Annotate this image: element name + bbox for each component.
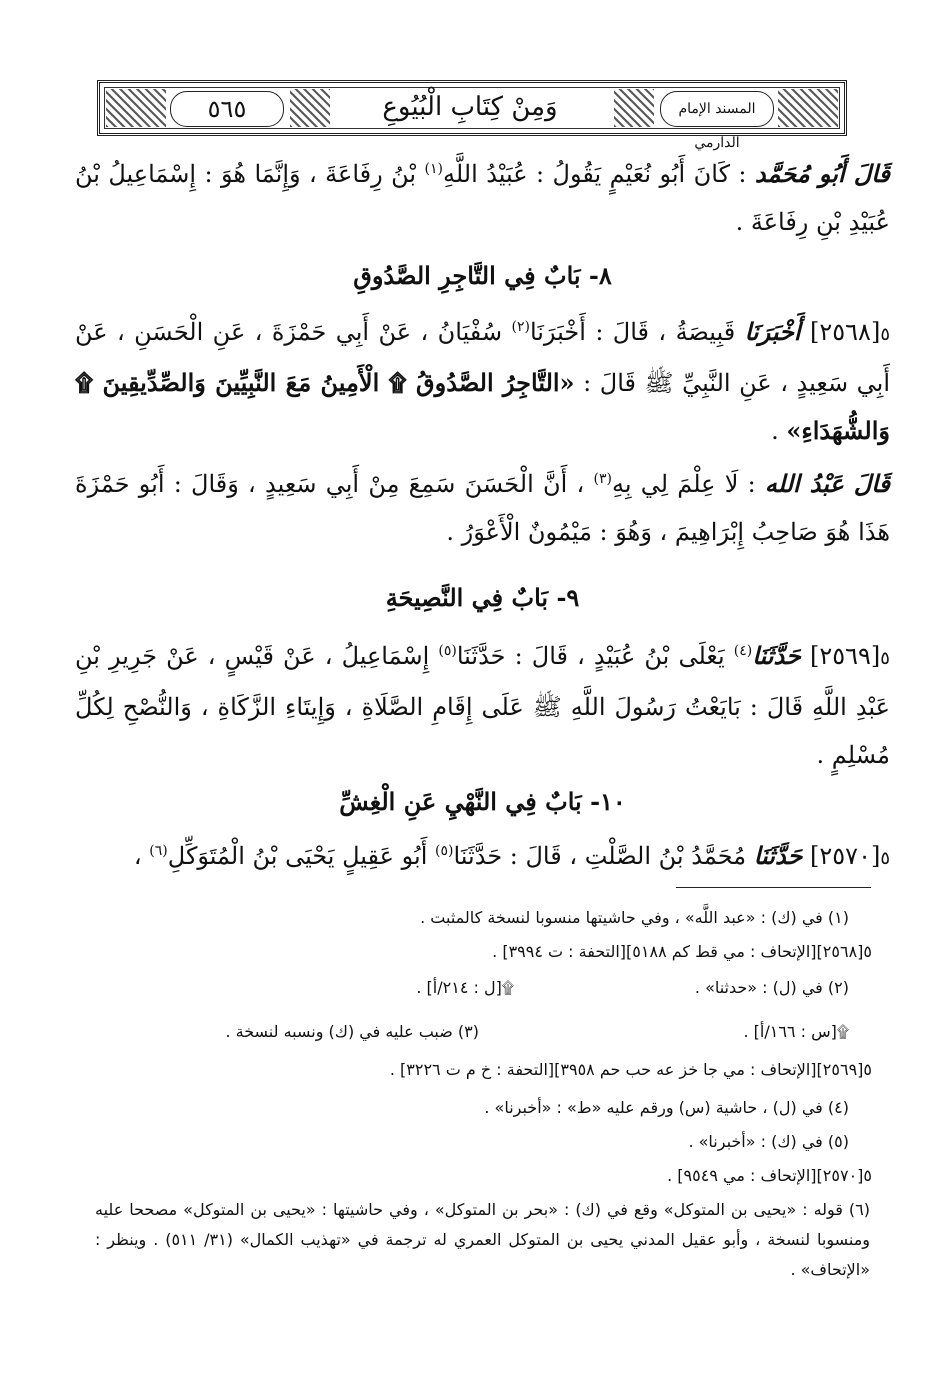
footnote-5: (٥) في (ك) : «أخبرنا» . <box>688 1132 849 1151</box>
hadith-number: [٢٥٦٩] <box>809 642 881 670</box>
hadith-text: أَبُو عَقِيلٍ يَحْيَى بْنُ الْمُتَوَكِّلِ <box>167 842 428 870</box>
transmission-term: حَدَّثَنَا <box>752 641 801 670</box>
transmission-term: أَخْبَرَنَا <box>744 317 801 346</box>
footnote-ref-2569: ٥[٢٥٦٩][الإتحاف : مي جا خز عه حب حم ٣٩٥٨][التحفة : خ م ت ٣٢٢٦] . <box>389 1060 872 1079</box>
footnote-4: (٤) في (ل) ، حاشية (س) ورقم عليه «ط» : «أخبرنا» . <box>484 1098 849 1117</box>
hadith-marker: ٥ <box>880 324 890 345</box>
paragraph-text: : كَانَ أَبُو نُعَيْمٍ يَقُولُ : عُبَيْدُ اللَّهِ <box>442 160 747 188</box>
footnote-ref-2568: ٥[٢٥٦٨][الإتحاف : مي قط كم ٥١٨٨][التحفة : ت ٣٩٩٤] . <box>492 942 872 961</box>
footnote-ref: (٤) <box>733 643 753 659</box>
paragraph-abu-muhammad <box>75 150 890 246</box>
book-logo: المسند الإمام الدارمي <box>660 91 774 127</box>
hadith-text: مُحَمَّدُ بْنُ الصَّلْتِ ، قَالَ : حَدَّثَنَا <box>453 842 747 870</box>
footnote-ref: (٥) <box>438 643 457 659</box>
footnote-3: (٣) ضبب عليه في (ك) ونسبه لنسخة . <box>225 1022 479 1041</box>
hadith-text: يَعْلَى بْنُ عُبَيْدٍ ، قَالَ : حَدَّثَنَا <box>456 642 725 670</box>
footnote-ref: (٥) <box>435 843 454 859</box>
header-ornament-left <box>106 89 166 127</box>
chapter-heading-10: ١٠- بَابٌ فِي النَّهْيِ عَنِ الْغِشِّ <box>339 787 626 816</box>
running-header <box>97 80 847 151</box>
hadith-2570 <box>75 832 890 883</box>
hadith-quote: «التَّاجِرُ الصَّدُوقُ ۩ الْأَمِينُ مَعَ النَّبِيِّينَ وَالصِّدِّيقِينَ ۩ وَالشُّهَدَاءِ» <box>75 368 890 445</box>
transmission-term: حَدَّثَنَا <box>753 841 803 870</box>
hadith-marker: ٥ <box>880 648 890 669</box>
footnote-ref: (٢) <box>511 319 530 335</box>
chapter-heading-8: ٨- بَابٌ فِي التَّاجِرِ الصَّدُوقِ <box>353 261 612 290</box>
hadith-number: [٢٥٧٠] <box>810 842 881 870</box>
header-ornament-left-inner <box>290 89 330 127</box>
footnote-ref: (١) <box>424 161 443 177</box>
footnote-1: (١) في (ك) : «عبد اللَّه» ، وفي حاشيتها منسوبا لنسخة كالمثبت . <box>420 908 849 927</box>
paragraph-abdullah <box>75 460 890 556</box>
chapter-title: وَمِنْ كِتَابِ الْبُيُوعِ <box>382 92 558 122</box>
footnote-page-marker-s: ۩[س : ١٦٦/أ] . <box>743 1022 849 1041</box>
header-ornament-right <box>778 89 838 127</box>
speaker-label: قَالَ عَبْدُ الله <box>764 469 890 498</box>
footnote-ref: (٣) <box>593 471 612 487</box>
hadith-2568 <box>75 308 890 455</box>
chapter-heading-9: ٩- بَابٌ فِي النَّصِيحَةِ <box>385 583 580 612</box>
page-number: ٥٦٥ <box>170 91 284 127</box>
hadith-end: . <box>771 417 779 445</box>
footnote-separator <box>676 887 871 888</box>
footnote-ref: (٦) <box>149 843 168 859</box>
footnote-6: (٦) قوله : «يحيى بن المتوكل» وقع في (ك) : «بحر بن المتوكل» ، وفي حاشيتها : «يحيى بن المتوكل» مصححا عليه ومنسوبا لنسخة ، وأبو عقيل المدني يحيى بن المتوكل العمري له ترجمة في «تهذيب الكمال» (٣١/ ٥١١) . وينظر : «الإتحاف» . <box>95 1200 871 1279</box>
hadith-text: سُفْيَانُ ، عَنْ أَبِي حَمْزَةَ ، عَنِ الْحَسَنِ ، عَنْ أَبِي سَعِيدٍ ، عَنِ النَّبِيِّ ﷺ قَالَ : <box>75 318 890 397</box>
footnote-ref-2570: ٥[٢٥٧٠][الإتحاف : مي ٩٥٤٩] . <box>667 1166 872 1185</box>
hadith-2569 <box>75 632 890 779</box>
hadith-text: قَبِيصَةُ ، قَالَ : أَخْبَرَنَا <box>529 318 736 346</box>
hadith-number: [٢٥٦٨] <box>810 318 881 346</box>
header-ornament-right-inner <box>614 89 654 127</box>
paragraph-text: ، أَنَّ الْحَسَنَ سَمِعَ مِنْ أَبِي سَعِيدٍ ، وَقَالَ : أَبُو حَمْزَةَ هَذَا هُوَ صَاحِبُ إِبْرَاهِيمَ ، وَهُوَ : مَيْمُونٌ الْأَعْوَرُ . <box>75 470 890 546</box>
hadith-marker: ٥ <box>880 848 890 869</box>
footnote-page-marker-l: ۩[ل : ٢١٤/أ] . <box>416 978 514 997</box>
paragraph-text: : لَا عِلْمَ لِي بِهِ <box>611 470 756 498</box>
footnote-2: (٢) في (ل) : «حدثنا» . <box>694 978 849 997</box>
speaker-label: قَالَ أَبُو مُحَمَّد <box>754 159 890 188</box>
hadith-text: إِسْمَاعِيلُ ، عَنْ قَيْسٍ ، عَنْ جَرِيرِ بْنِ عَبْدِ اللَّهِ قَالَ : بَايَعْتُ رَسُولَ اللَّهِ ﷺ عَلَى إِقَامِ الصَّلَاةِ ، وَإِيتَاءِ الزَّكَاةِ ، وَالنُّصْحِ لِكُلِّ مُسْلِمٍ . <box>75 642 890 769</box>
paragraph-text: بْنُ رِفَاعَةَ ، وَإِنَّمَا هُوَ : إِسْمَاعِيلُ بْنُ عُبَيْدِ بْنِ رِفَاعَةَ . <box>75 160 890 236</box>
hadith-end: ، <box>133 842 142 870</box>
